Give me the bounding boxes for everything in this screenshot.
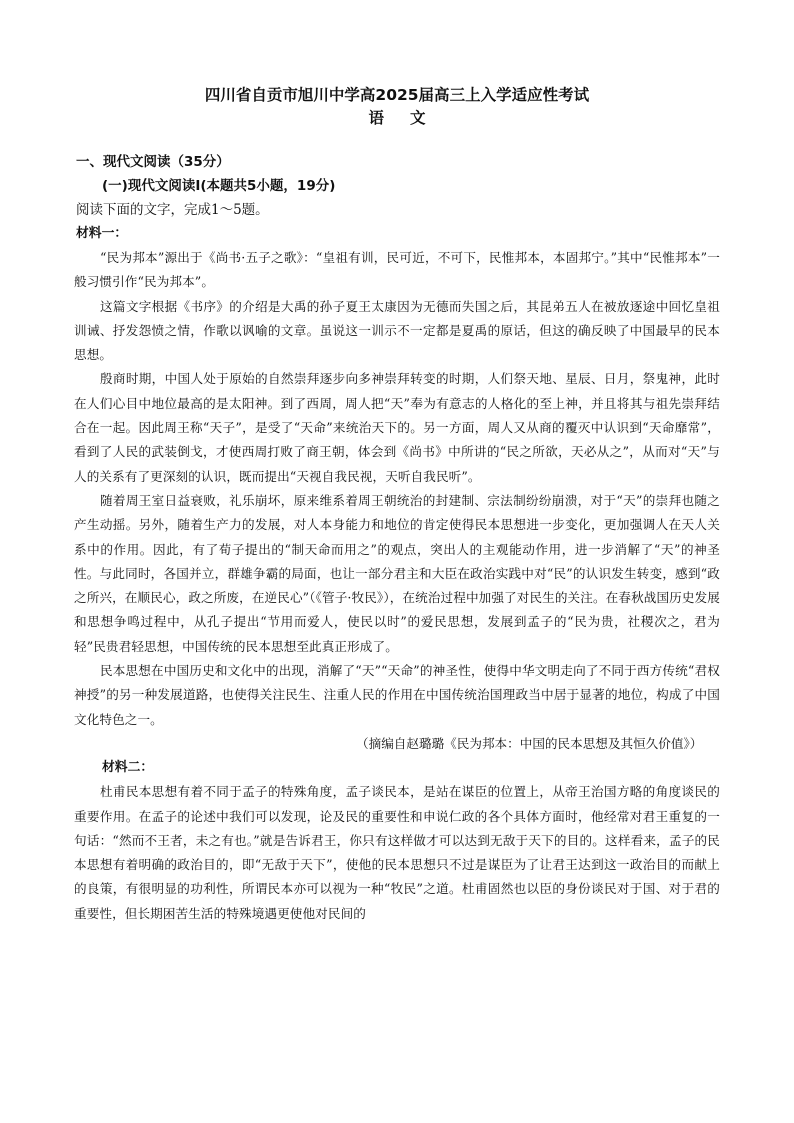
subject-title: 语文 <box>368 109 452 127</box>
section-heading: 一、现代文阅读（35分） <box>76 154 230 170</box>
material-one-label: 材料一： <box>76 226 128 241</box>
material-one-paragraph: 殷商时期，中国人处于原始的自然崇拜逐步向多神崇拜转变的时期，人们祭天地、星辰、日月，祭鬼神，此时在人们心目中地位最高的是太阳神。到了西周，周人把“天”奉为有意志的人格化的至上神，并且将其与祖先崇拜结合在一起。因此周王称“天子”，是受了“天命”来统治天下的。另一方面，周人又从商的覆灭中认识到“天命靡常”，看到了人民的武装倒戈，才使西周打败了商王朝，体会到《尚书》中所讲的“民之所欲，天必从之”，从而对“天”与人的关系有了更深刻的认识，既而提出“天视自我民视，天听自我民听”。 <box>74 371 720 484</box>
material-two-paragraph: 杜甫民本思想有着不同于孟子的特殊角度，孟子谈民本，是站在谋臣的位置上，从帝王治国方略的角度谈民的重要作用。在孟子的论述中我们可以发现，论及民的重要性和申说仁政的各个具体方面时，他经常对君王重复的一句话：“然而不王者，未之有也。”就是告诉君王，你只有这样做才可以达到无敌于天下的目的。这样看来，孟子的民本思想有着明确的政治目的，即“无敌于天下”，使他的民本思想只不过是谋臣为了让君王达到这一政治目的而献上的良策，有很明显的功利性，所谓民本亦可以视为一种“牧民”之道。杜甫固然也以臣的身份谈民对于国、对于君的重要性，但长期困苦生活的特殊境遇更使他对民间的 <box>74 784 720 921</box>
material-two-label: 材料二： <box>102 760 154 776</box>
material-one-paragraph: “民为邦本”源出于《尚书·五子之歌》：“皇祖有训，民可近，不可下，民惟邦本，本固邦宁。”其中“民惟邦本”一般习惯引作“民为邦本”。 <box>74 250 720 290</box>
reading-instruction: 阅读下面的文字，完成1～5题。 <box>76 202 269 218</box>
exam-title: 四川省自贡市旭川中学高2025届高三上入学适应性考试 <box>204 86 590 104</box>
material-one-paragraph: 这篇文字根据《书序》的介绍是大禹的孙子夏王太康因为无德而失国之后，其昆弟五人在被放逐途中回忆皇祖训诫、抒发怨愤之情，作歌以讽喻的文章。虽说这一训示不一定都是夏禹的原话，但这的确反映了中国最早的民本思想。 <box>74 298 720 363</box>
material-one-paragraph: 民本思想在中国历史和文化中的出现，消解了“天”“天命”的神圣性，使得中华文明走向了不同于西方传统“君权神授”的另一种发展道路，也使得关注民生、注重人民的作用在中国传统治国理政当中居于显著的地位，构成了中国文化特色之一。 <box>74 663 720 727</box>
subsection-heading: (一)现代文阅读Ⅰ(本题共5小题，19分) <box>102 178 336 194</box>
material-one-source: （摘编自赵璐璐《民为邦本：中国的民本思想及其恒久价值》） <box>356 735 703 751</box>
material-one-paragraph: 随着周王室日益衰败，礼乐崩坏，原来维系着周王朝统治的封建制、宗法制纷纷崩溃，对于“天”的崇拜也随之产生动摇。另外，随着生产力的发展，对人本身能力和地位的肯定使得民本思想进一步变化，更加强调人在天人关系中的作用。因此，有了荀子提出的“制天命而用之”的观点，突出人的主观能动作用，进一步消解了“天”的神圣性。与此同时，各国并立，群雄争霸的局面，也让一部分君主和大臣在政治实践中对“民”的认识发生转变，感到“政之所兴，在顺民心，政之所废，在逆民心”（《管子·牧民》），在统治过程中加强了对民生的关注。在春秋战国历史发展和思想争鸣过程中，从孔子提出“节用而爱人，使民以时”的爱民思想，发展到孟子的“民为贵，社稷次之，君为轻”民贵君轻思想，中国传统的民本思想至此真正形成了。 <box>74 492 720 654</box>
